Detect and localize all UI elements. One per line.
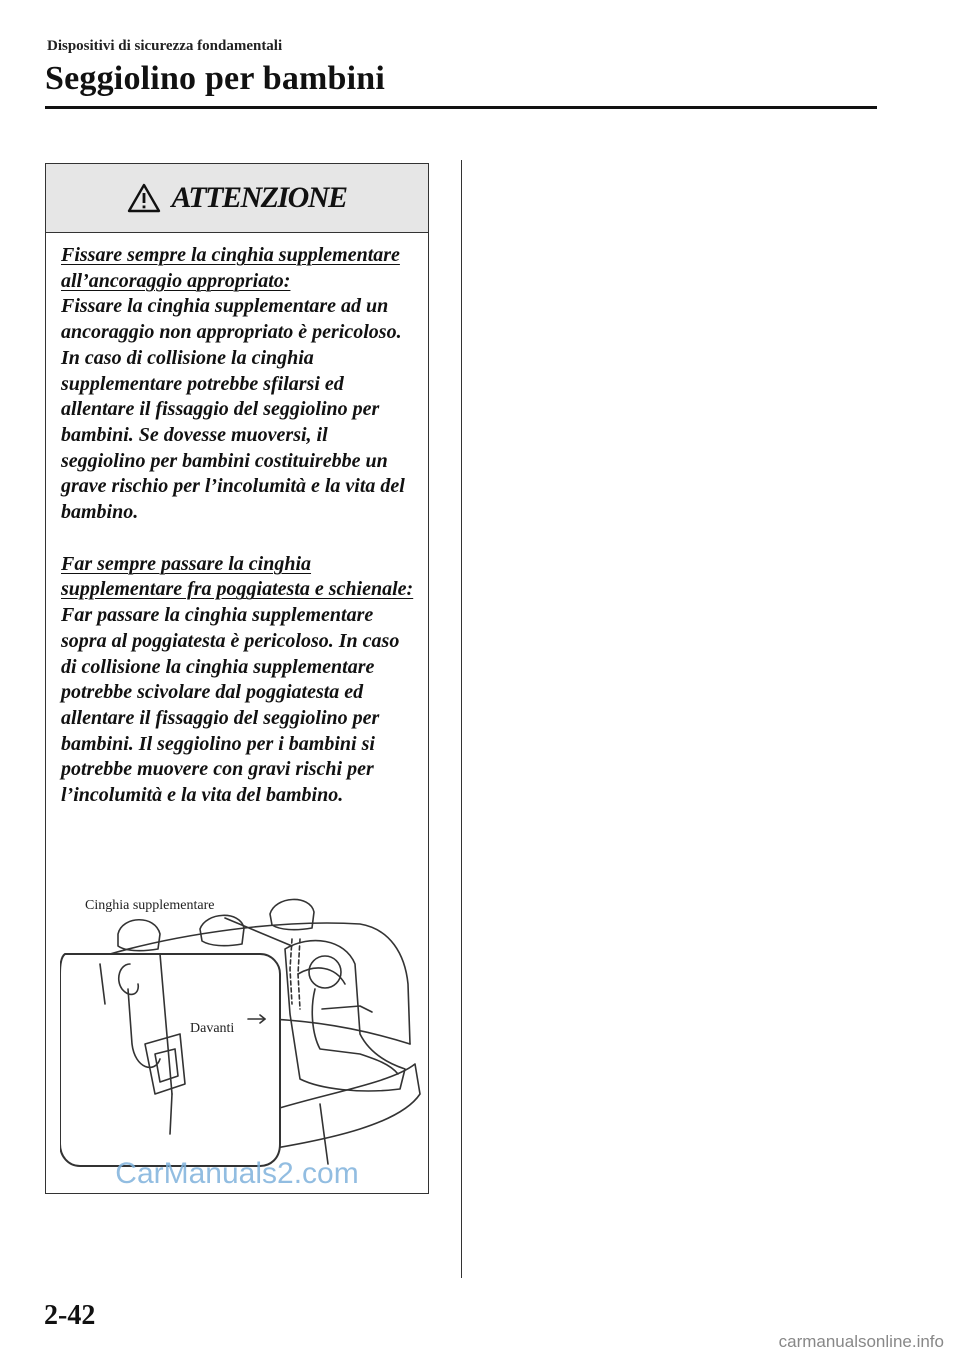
section-label: Dispositivi di sicurezza fondamentali xyxy=(47,38,283,54)
warning-heading-2: Far sempre passare la cinghia supplementare fra poggiatesta e schienale: xyxy=(61,552,414,601)
label-front: Davanti xyxy=(190,1021,235,1036)
warning-title: ATTENZIONE xyxy=(171,181,347,214)
page-number: 2-42 xyxy=(44,1300,96,1331)
title-rule xyxy=(45,106,877,109)
watermark: CarManuals2.com xyxy=(115,1157,359,1190)
footer-watermark: carmanualsonline.info xyxy=(778,1332,944,1351)
label-strap: Cinghia supplementare xyxy=(85,898,215,913)
warning-box xyxy=(45,163,429,1194)
warning-body xyxy=(46,233,428,809)
warning-triangle-icon xyxy=(127,183,161,213)
page-title: Seggiolino per bambini xyxy=(45,60,386,97)
warning-heading-1: Fissare sempre la cinghia supplementare all’ancoraggio appropriato: xyxy=(61,244,400,292)
rear-seat-drawing xyxy=(60,894,425,1169)
warning-text-2: Far passare la cinghia supplementare sopra al poggiatesta è pericoloso. In caso di collisione la cinghia supplementare potrebbe scivolare dal poggiatesta ed allentare il fissaggio del seggiolino per bambini. Il seggiolino per i bambini si potrebbe muovere con gravi rischi per l’incolumità e la vita del bambino. xyxy=(61,604,400,807)
child-seat-illustration xyxy=(60,894,425,1169)
warning-text-1: Fissare la cinghia supplementare ad un ancoraggio non appropriato è pericoloso. In caso di collisione la cinghia supplementare potrebbe sfilarsi ed allentare il fissaggio del seggiolino per bambini. Se dovesse muoversi, il seggiolino per bambini costituirebbe un grave rischio per l’incolumità e la vita del bambino. xyxy=(61,295,405,524)
column-divider xyxy=(461,160,462,1278)
warning-header xyxy=(46,164,428,233)
